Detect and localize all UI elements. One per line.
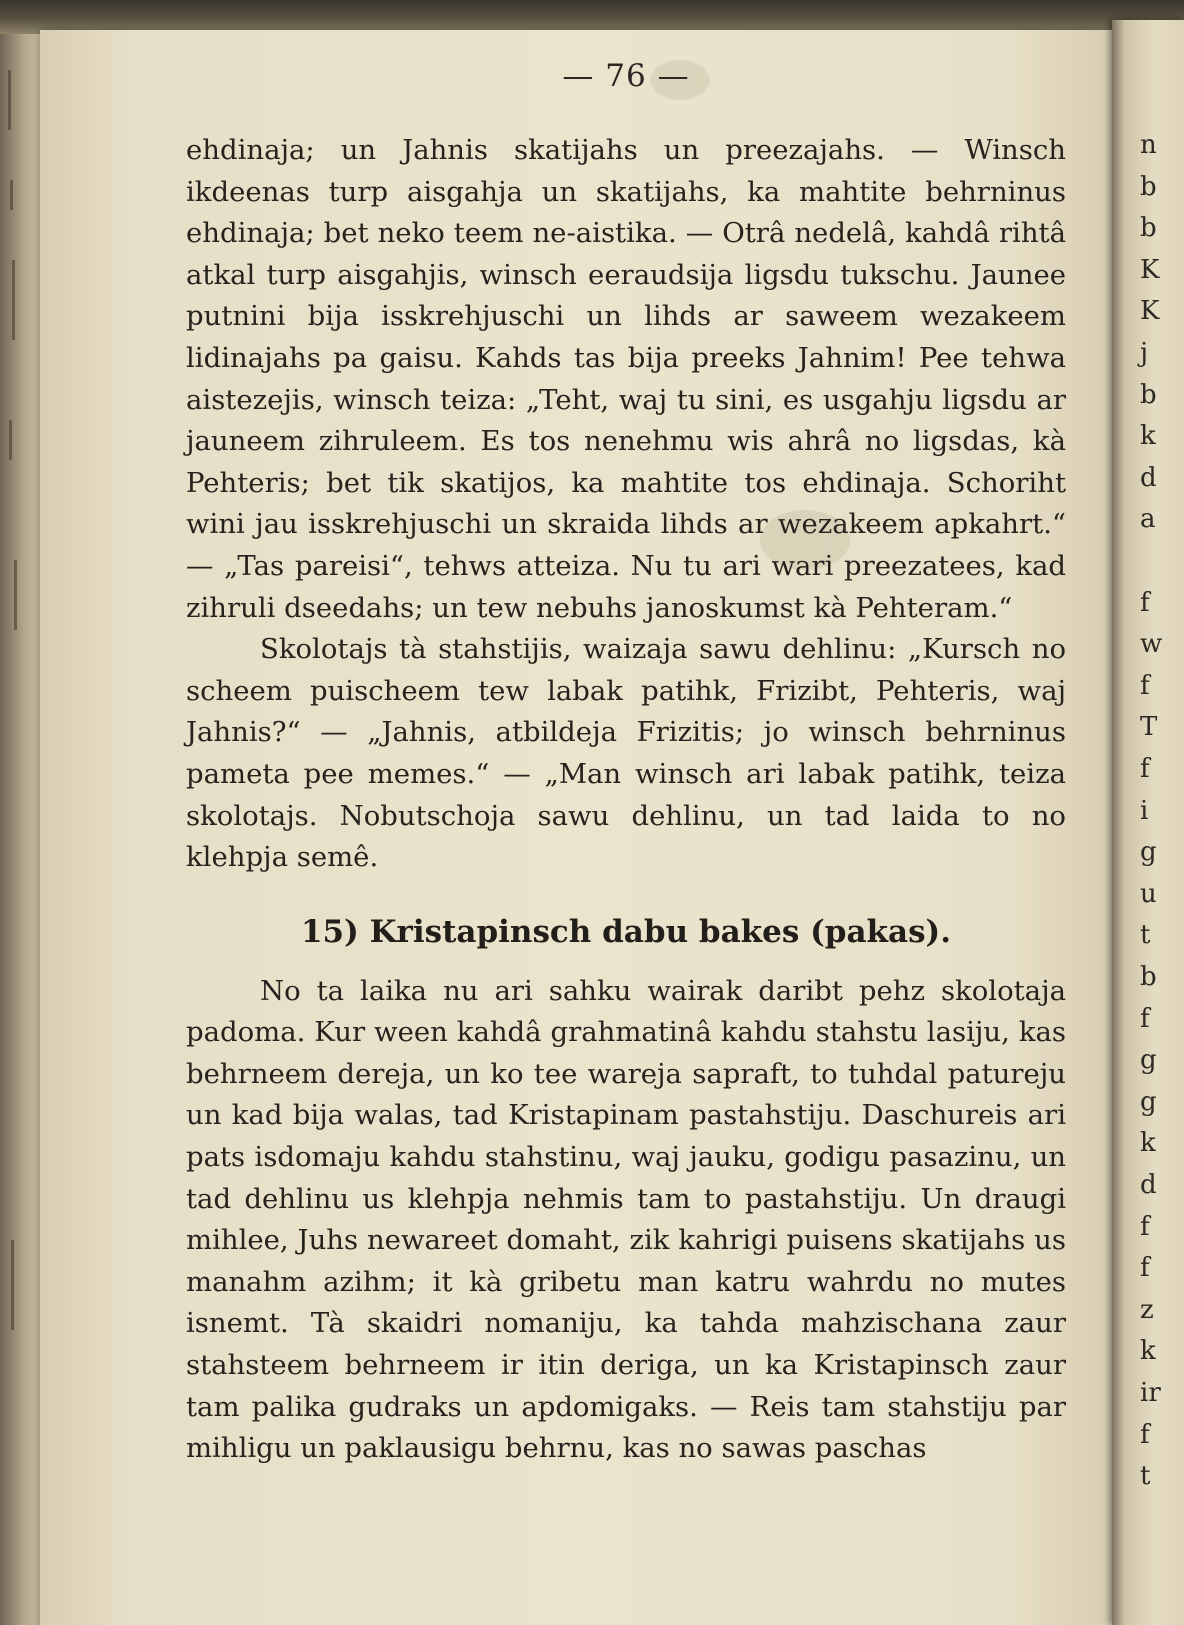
next-page-fragment: k [1140, 1128, 1156, 1158]
next-page-fragment: a [1140, 504, 1156, 534]
next-page-fragment: g [1140, 1045, 1157, 1075]
next-page-fragment: n [1140, 130, 1157, 160]
next-page-fragment: g [1140, 837, 1157, 867]
next-page-fragment: b [1140, 962, 1157, 992]
next-page-fragment: f [1140, 1004, 1150, 1034]
next-page-fragment: f [1140, 671, 1150, 701]
next-page-fragment: k [1140, 421, 1156, 451]
next-page-fragment: j [1140, 338, 1149, 368]
paragraph-1: ehdinaja; un Jahnis skatijahs un preezajahs. — Winsch ikdeenas turp aisgahja un skatijahs, ka mahtite behrninus ehdinaja; bet neko teem ne-aistika. — Otrâ nedelâ, kahdâ rihtâ atkal turp aisgahjis, winsch eeraudsija ligsdu tukschu. Jaunee putnini bija isskrehjuschi un lihds ar saweem wezakeem lidinajahs pa gaisu. Kahds tas bija preeks Jahnim! Pee tehwa aistezejis, winsch teiza: „Teht, waj tu sini, es usgahju ligsdu ar jauneem zihruleem. Es tos nenehmu wis ahrâ no ligsdas, kà Pehteris; bet tik skatijos, ka mahtite tos ehdinaja. Schoriht wini jau isskrehjuschi un skraida lihds ar wezakeem apkahrt.“ — „Tas pareisi“, tehws atteiza. Nu tu ari wari preezatees, kad zihruli dseedahs; un tew nebuhs janoskumst kà Pehteram.“ [186, 134, 1066, 624]
next-page-fragment: k [1140, 1336, 1156, 1366]
next-page-fragment: b [1140, 380, 1157, 410]
top-scan-edge [0, 0, 1184, 34]
next-page-fragment: w [1140, 629, 1163, 659]
next-page-edge [1112, 20, 1184, 1625]
next-page-fragment: d [1140, 1170, 1157, 1200]
next-page-fragment: i [1140, 796, 1149, 826]
next-page-fragment: u [1140, 879, 1157, 909]
section-paragraph: No ta laika nu ari sahku wairak daribt pehz skolotaja padoma. Kur ween kahdâ grahmatinâ kahdu stahstu lasiju, kas behrneem dereja, un ko tee wareja sapraft, to tuhdal patureju un kad bija walas, tad Kristapinam pastahstiju. Daschureis ari pats isdomaju kahdu stahstinu, waj jauku, godigu pasazinu, un tad dehlinu us klehpja nehmis tam to pastahstiju. Un draugi mihlee, Juhs newareet domaht, zik kahrigi puisens skatijahs us manahm azihm; it kà gribetu man katru wahrdu no mutes isnemt. Tà skaidri nomaniju, ka tahda mahzischana zaur stahsteem behrneem ir itin deriga, un ka Kristapinsch zaur tam palika gudraks un apdomigaks. — Reis tam stahstiju par mihligu un paklausigu behrnu, kas no sawas paschas [186, 974, 1066, 1465]
next-page-fragment: b [1140, 172, 1157, 202]
next-page-fragment: T [1140, 712, 1158, 742]
next-page-fragment: d [1140, 463, 1157, 493]
next-page-fragment: f [1140, 1253, 1150, 1283]
next-page-fragment: t [1140, 920, 1151, 950]
section-heading: 15) Kristapinsch dabu bakes (pakas). [300, 913, 952, 950]
page-content [186, 50, 1066, 1470]
next-page-fragment: f [1140, 588, 1150, 618]
next-page-fragment: ir [1140, 1378, 1161, 1408]
next-page-fragment: f [1140, 1212, 1150, 1242]
next-page-fragment: f [1140, 1420, 1150, 1450]
next-page-fragment: f [1140, 754, 1150, 784]
next-page-fragment: g [1140, 1087, 1157, 1117]
next-page-fragment: t [1140, 1461, 1151, 1491]
next-page-fragment: z [1140, 1295, 1154, 1325]
next-page-fragment: b [1140, 213, 1157, 243]
next-page-fragment: K [1140, 255, 1160, 285]
next-page-fragment: K [1140, 296, 1160, 326]
paragraph-2: Skolotajs tà stahstijis, waizaja sawu dehlinu: „Kursch no scheem puischeem tew labak patihk, Frizibt, Pehteris, waj Jahnis?“ — „Jahnis, atbildeja Frizitis; jo winsch behrninus pameta pee memes.“ — „Man winsch ari labak patihk, teiza skolotajs. Nobutschoja sawu dehlinu, un tad laida to no klehpja semê. [186, 633, 1066, 874]
page-number: — 76 — [562, 58, 690, 94]
